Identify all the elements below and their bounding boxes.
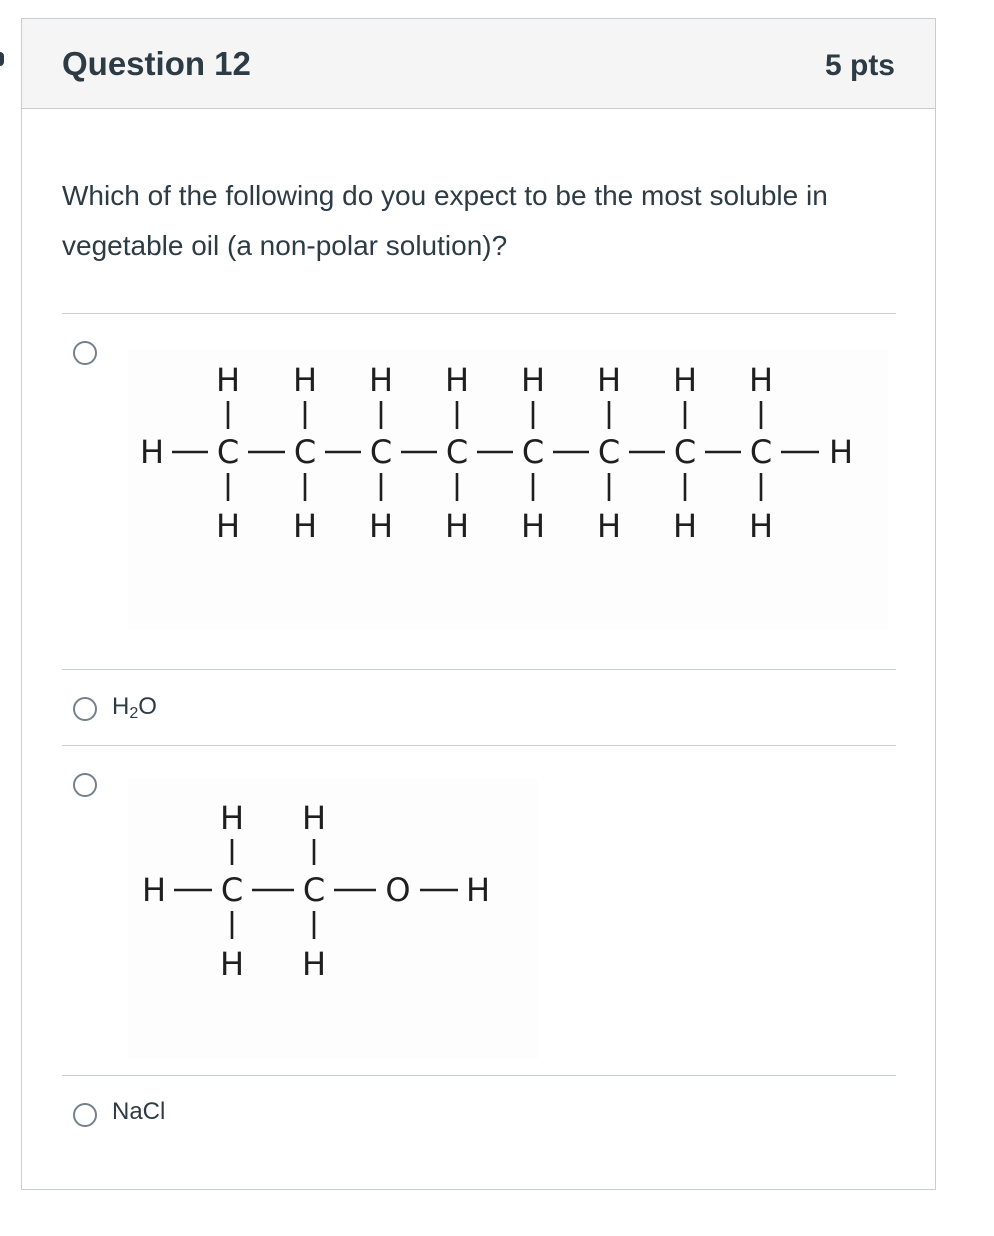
lower-h-2: H <box>301 945 327 983</box>
question-title: Question 12 <box>62 45 251 82</box>
chain-atom-5: C <box>445 433 469 471</box>
answer-divider <box>62 745 896 746</box>
chain-atom-2: C <box>216 433 240 471</box>
question-points: 5 pts <box>824 49 895 82</box>
upper-h-4: H <box>444 361 470 399</box>
question-prompt: Which of the following do you expect to be the most soluble in vegetable oil (a non-polar solution)? <box>62 180 828 261</box>
answer-divider <box>62 1075 896 1076</box>
question-header <box>22 19 935 109</box>
chain-atom-3: C <box>302 871 326 909</box>
answer-3-ethanol-structure <box>128 779 538 1059</box>
upper-h-2: H <box>301 799 327 837</box>
answer-1-radio[interactable] <box>73 341 97 365</box>
upper-h-6: H <box>596 361 622 399</box>
answer-divider <box>62 669 896 670</box>
upper-h-8: H <box>748 361 774 399</box>
previous-question-edge-marker <box>0 52 4 66</box>
lower-h-4: H <box>444 507 470 545</box>
octane-structural-formula <box>128 349 888 629</box>
lower-h-2: H <box>292 507 318 545</box>
chain-atom-4: C <box>369 433 393 471</box>
lower-h-8: H <box>748 507 774 545</box>
lower-h-6: H <box>596 507 622 545</box>
upper-h-3: H <box>368 361 394 399</box>
chain-atom-1: H <box>139 433 165 471</box>
answer-2-label: $H_2O$ <box>112 693 157 722</box>
lower-h-7: H <box>672 507 698 545</box>
upper-h-2: H <box>292 361 318 399</box>
answer-4-radio[interactable] <box>73 1103 97 1127</box>
chain-atom-9: C <box>749 433 773 471</box>
answer-3-radio[interactable] <box>73 773 97 797</box>
lower-h-5: H <box>520 507 546 545</box>
chain-atom-5: H <box>465 871 491 909</box>
upper-h-5: H <box>520 361 546 399</box>
upper-h-1: H <box>219 799 245 837</box>
chain-atom-7: C <box>597 433 621 471</box>
answer-1-octane-structure <box>128 349 888 629</box>
chain-atom-1: H <box>141 871 167 909</box>
answer-4-label: NaCl <box>112 1098 166 1125</box>
answer-divider <box>62 313 896 314</box>
upper-h-7: H <box>672 361 698 399</box>
chain-atom-4: O <box>385 871 411 909</box>
answer-2-radio[interactable] <box>73 697 97 721</box>
lower-h-1: H <box>219 945 245 983</box>
chain-atom-8: C <box>673 433 697 471</box>
ethanol-structural-formula <box>128 779 538 1059</box>
chain-atom-2: C <box>220 871 244 909</box>
chain-atom-10: H <box>828 433 854 471</box>
upper-h-1: H <box>215 361 241 399</box>
lower-h-1: H <box>215 507 241 545</box>
chain-atom-6: C <box>521 433 545 471</box>
question-card <box>21 18 936 1190</box>
chain-atom-3: C <box>293 433 317 471</box>
lower-h-3: H <box>368 507 394 545</box>
